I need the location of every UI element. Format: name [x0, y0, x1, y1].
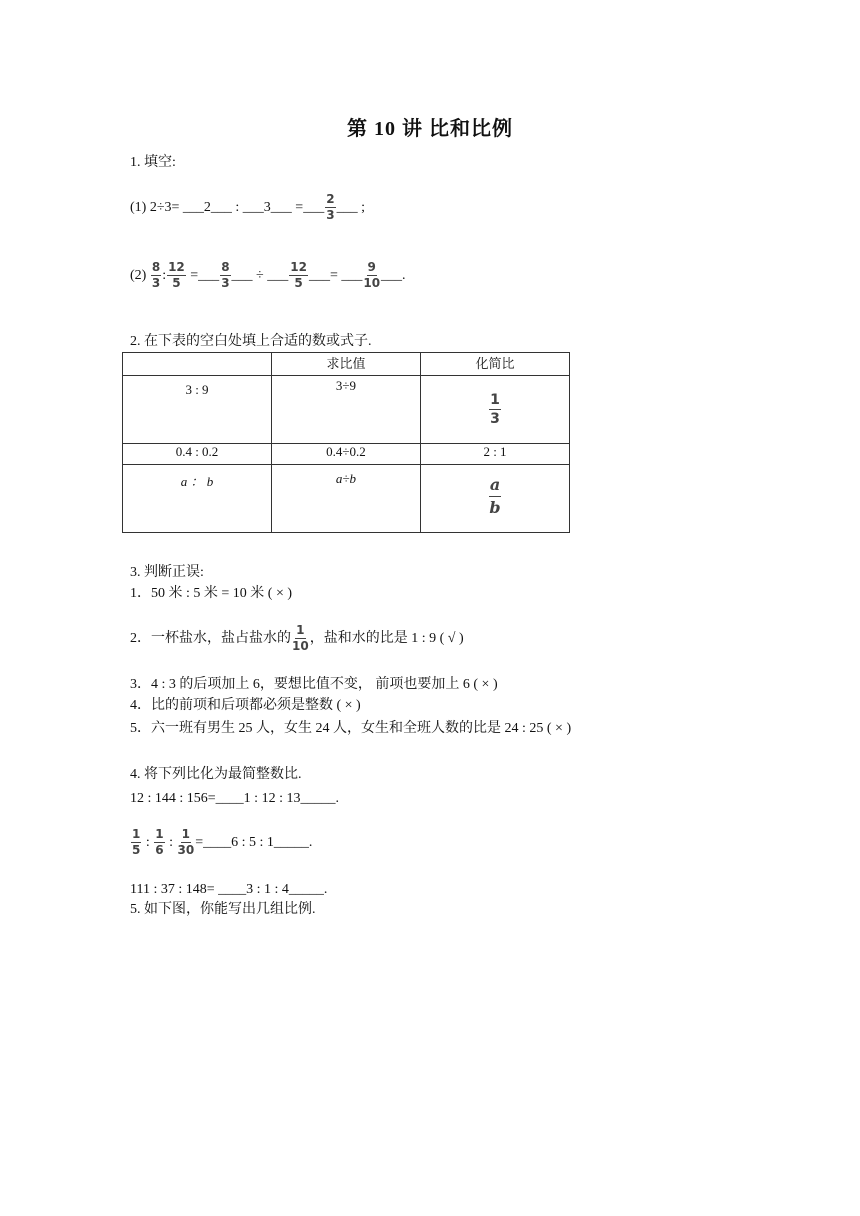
- colon: :: [165, 835, 177, 850]
- ratio-table: [122, 352, 570, 533]
- table-row: [123, 376, 570, 444]
- q4-line-2: [130, 823, 312, 863]
- q4-line-1: 12 : 144 : 156=____1 : 12 : 13_____.: [130, 791, 339, 806]
- fraction-1-5: $\frac{1}{5}$: [132, 827, 141, 858]
- fraction-12-5: $\frac{12}{5}$: [168, 260, 185, 291]
- q3-item-1: 1．50 米 : 5 米 = 10 米 ( × ): [130, 586, 293, 601]
- q1-line-1-text: (1) 2÷3= ___2___ : ___3___ =___: [130, 200, 325, 215]
- q2-heading: 2. 在下表的空白处填上合适的数或式子.: [130, 334, 372, 349]
- table-cell: [421, 465, 570, 533]
- q1-line-1-end: ___ ;: [336, 200, 365, 215]
- q4-line-2-end: =____6 : 5 : 1_____.: [195, 835, 313, 850]
- q3-item-5: 5．六一班有男生 25 人，女生 24 人，女生和全班人数的比是 24 : 25 ( × ): [130, 721, 572, 736]
- table-cell: 2 : 1: [421, 444, 570, 465]
- table-cell: [421, 376, 570, 444]
- equals-blank-2: ___= ___: [308, 268, 363, 283]
- fraction-1-6: $\frac{1}{6}$: [155, 827, 164, 858]
- divide-blank: ___ ÷ ___: [231, 268, 289, 283]
- page-title: 第 10 讲 比和比例: [347, 118, 513, 140]
- q5-heading: 5. 如下图，你能写出几组比例.: [130, 902, 316, 917]
- table-header-cell: 化简比: [421, 353, 570, 376]
- fraction-9-10: $\frac{9}{10}$: [363, 260, 381, 291]
- q1-line-2-end: ___.: [381, 268, 406, 283]
- fraction-1-3: $\frac{1}{3}$: [490, 392, 500, 427]
- q3-item-2: [130, 619, 464, 659]
- fraction-a-b: $\frac{a}{b}$: [489, 475, 501, 517]
- fraction-8-3: $\frac{8}{3}$: [151, 260, 161, 291]
- table-row: [123, 465, 570, 533]
- table-header-cell: 求比值: [272, 353, 421, 376]
- q1-line-2: [130, 256, 406, 296]
- table-cell: 3÷9: [272, 376, 421, 444]
- q3-item-2-end: ，盐和水的比是 1 : 9 ( √ ): [309, 631, 464, 646]
- q4-line-3: 111 : 37 : 148= ____3 : 1 : 4_____.: [130, 882, 328, 897]
- table-cell: a÷b: [272, 465, 421, 533]
- q1-heading: 1. 填空:: [130, 155, 176, 170]
- fraction-8-3-answer: $\frac{8}{3}$: [221, 260, 230, 291]
- table-header-cell: [123, 353, 272, 376]
- q3-item-4: 4．比的前项和后项都必须是整数 ( × ): [130, 698, 361, 713]
- table-cell: 0.4 : 0.2: [123, 444, 272, 465]
- q3-heading: 3. 判断正误:: [130, 565, 204, 580]
- equals-blank: =___: [186, 268, 220, 283]
- q4-heading: 4. 将下列比化为最简整数比.: [130, 767, 302, 782]
- table-cell: 0.4÷0.2: [272, 444, 421, 465]
- q1-line-2-label: (2): [130, 268, 150, 283]
- q3-item-2-text: 2．一杯盐水，盐占盐水的: [130, 631, 291, 646]
- colon: :: [162, 268, 167, 283]
- table-header-row: [123, 353, 570, 376]
- q1-line-1: [130, 188, 365, 228]
- fraction-12-5-answer: $\frac{12}{5}$: [290, 260, 307, 291]
- table-row: [123, 444, 570, 465]
- fraction-1-10: $\frac{1}{10}$: [292, 623, 309, 654]
- colon: :: [142, 835, 154, 850]
- fraction-2-3: $\frac{2}{3}$: [326, 192, 335, 223]
- table-cell: a ： b: [123, 465, 272, 533]
- table-cell: 3 : 9: [123, 376, 272, 444]
- q3-item-3: 3．4 : 3 的后项加上 6，要想比值不变， 前项也要加上 6 ( × ): [130, 677, 498, 692]
- fraction-1-30: $\frac{1}{30}$: [177, 827, 195, 858]
